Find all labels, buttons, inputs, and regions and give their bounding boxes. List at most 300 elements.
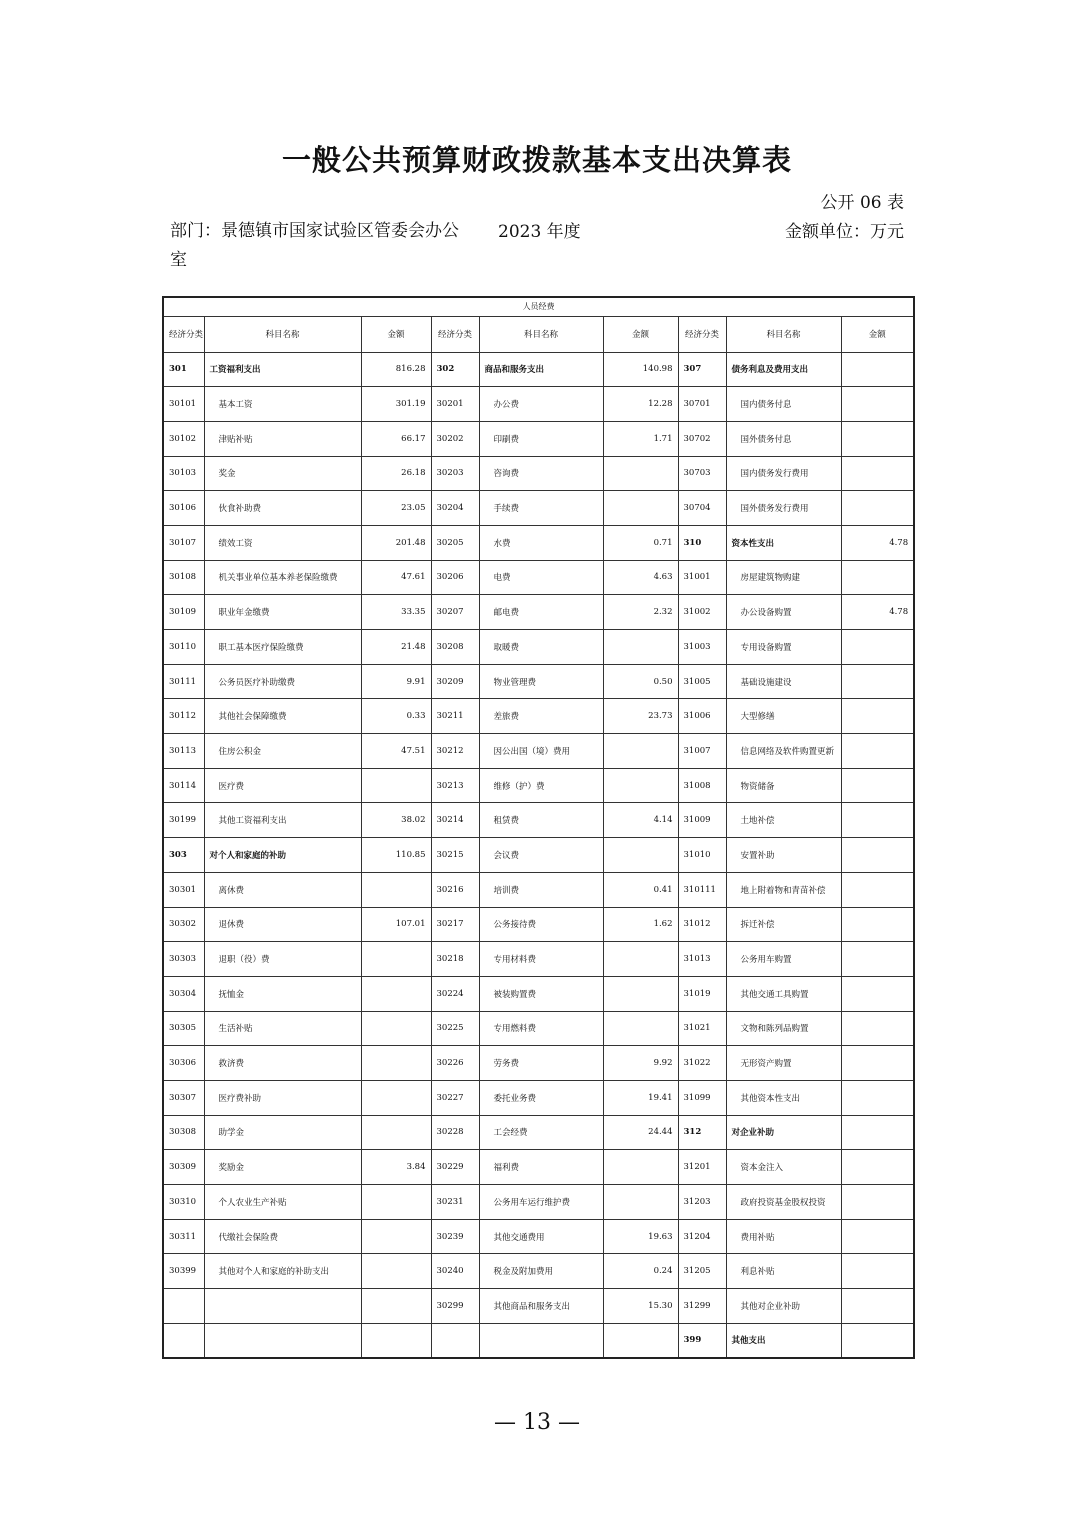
economic-code-cell: 30704	[678, 491, 726, 526]
amount-cell: 4.14	[603, 803, 678, 838]
item-name-cell: 助学金	[204, 1115, 361, 1150]
economic-code-cell: 307	[678, 352, 726, 387]
item-name-cell: 其他工资福利支出	[204, 803, 361, 838]
table-row	[163, 664, 914, 699]
item-name-cell: 因公出国（境）费用	[479, 734, 603, 769]
item-name-cell: 信息网络及软件购置更新	[726, 734, 841, 769]
economic-code-cell: 30229	[431, 1150, 479, 1185]
item-name-cell: 商品和服务支出	[479, 352, 603, 387]
amount-cell	[841, 699, 914, 734]
item-name-cell: 水费	[479, 525, 603, 560]
economic-code-cell: 30305	[163, 1011, 204, 1046]
amount-cell	[841, 491, 914, 526]
amount-cell	[361, 1115, 431, 1150]
amount-cell	[841, 734, 914, 769]
item-name-cell: 基础设施建设	[726, 664, 841, 699]
economic-code-cell: 30214	[431, 803, 479, 838]
table-row	[163, 525, 914, 560]
economic-code-cell	[163, 1289, 204, 1324]
economic-code-cell: 31009	[678, 803, 726, 838]
economic-code-cell: 30113	[163, 734, 204, 769]
item-name-cell: 政府投资基金股权投资	[726, 1185, 841, 1220]
item-name-cell: 无形资产购置	[726, 1046, 841, 1081]
economic-code-cell: 30111	[163, 664, 204, 699]
item-name-cell: 奖金	[204, 456, 361, 491]
item-name-cell: 资本性支出	[726, 525, 841, 560]
amount-cell: 301.19	[361, 387, 431, 422]
item-name-cell: 地上附着物和青苗补偿	[726, 872, 841, 907]
amount-cell: 47.51	[361, 734, 431, 769]
economic-code-cell: 30213	[431, 768, 479, 803]
table-row	[163, 1323, 914, 1358]
amount-cell	[841, 872, 914, 907]
economic-code-cell: 30703	[678, 456, 726, 491]
amount-cell	[361, 1011, 431, 1046]
column-header: 经济分类	[163, 316, 204, 352]
amount-cell: 1.62	[603, 907, 678, 942]
item-name-cell: 机关事业单位基本养老保险缴费	[204, 560, 361, 595]
column-header: 经济分类	[678, 316, 726, 352]
amount-cell: 816.28	[361, 352, 431, 387]
item-name-cell: 工会经费	[479, 1115, 603, 1150]
amount-cell	[361, 872, 431, 907]
item-name-cell: 奖励金	[204, 1150, 361, 1185]
amount-cell: 47.61	[361, 560, 431, 595]
amount-cell: 26.18	[361, 456, 431, 491]
fiscal-year: 2023 年度	[498, 222, 581, 242]
table-row	[163, 1046, 914, 1081]
table-row	[163, 768, 914, 803]
item-name-cell: 退职（役）费	[204, 942, 361, 977]
department-label: 部门：景德镇市国家试验区管委会办公室	[170, 221, 459, 270]
item-name-cell: 公务用车运行维护费	[479, 1185, 603, 1220]
economic-code-cell: 31002	[678, 595, 726, 630]
item-name-cell: 国外债务发行费用	[726, 491, 841, 526]
table-top-header: 人员经费	[163, 297, 914, 316]
item-name-cell: 离休费	[204, 872, 361, 907]
amount-cell	[841, 1080, 914, 1115]
item-name-cell: 电费	[479, 560, 603, 595]
economic-code-cell: 301	[163, 352, 204, 387]
amount-cell: 33.35	[361, 595, 431, 630]
item-name-cell: 其他资本性支出	[726, 1080, 841, 1115]
economic-code-cell: 31022	[678, 1046, 726, 1081]
amount-cell: 107.01	[361, 907, 431, 942]
table-row	[163, 1289, 914, 1324]
item-name-cell: 公务接待费	[479, 907, 603, 942]
economic-code-cell: 31021	[678, 1011, 726, 1046]
amount-cell: 21.48	[361, 630, 431, 665]
amount-cell	[841, 1150, 914, 1185]
item-name-cell: 职业年金缴费	[204, 595, 361, 630]
table-row	[163, 838, 914, 873]
item-name-cell: 福利费	[479, 1150, 603, 1185]
item-name-cell: 会议费	[479, 838, 603, 873]
amount-cell	[841, 421, 914, 456]
amount-cell	[841, 1289, 914, 1324]
economic-code-cell: 30110	[163, 630, 204, 665]
table-row	[163, 595, 914, 630]
amount-cell	[841, 1254, 914, 1289]
amount-cell: 110.85	[361, 838, 431, 873]
table-row	[163, 387, 914, 422]
amount-cell: 3.84	[361, 1150, 431, 1185]
economic-code-cell: 30218	[431, 942, 479, 977]
column-header: 科目名称	[479, 316, 603, 352]
economic-code-cell: 31003	[678, 630, 726, 665]
economic-code-cell: 30226	[431, 1046, 479, 1081]
amount-cell	[841, 1046, 914, 1081]
economic-code-cell: 30205	[431, 525, 479, 560]
economic-code-cell: 30227	[431, 1080, 479, 1115]
item-name-cell: 咨询费	[479, 456, 603, 491]
economic-code-cell: 30112	[163, 699, 204, 734]
economic-code-cell: 31204	[678, 1219, 726, 1254]
economic-code-cell: 31008	[678, 768, 726, 803]
column-header: 科目名称	[726, 316, 841, 352]
table-row	[163, 456, 914, 491]
amount-cell: 23.05	[361, 491, 431, 526]
column-header: 金额	[841, 316, 914, 352]
amount-cell	[603, 976, 678, 1011]
economic-code-cell: 30212	[431, 734, 479, 769]
amount-cell	[603, 1011, 678, 1046]
amount-cell: 0.33	[361, 699, 431, 734]
economic-code-cell: 30301	[163, 872, 204, 907]
economic-code-cell: 30215	[431, 838, 479, 873]
economic-code-cell: 30216	[431, 872, 479, 907]
economic-code-cell: 30306	[163, 1046, 204, 1081]
item-name-cell: 住房公积金	[204, 734, 361, 769]
economic-code-cell	[163, 1323, 204, 1358]
column-header: 经济分类	[431, 316, 479, 352]
item-name-cell: 其他交通费用	[479, 1219, 603, 1254]
item-name-cell: 对企业补助	[726, 1115, 841, 1150]
item-name-cell: 伙食补助费	[204, 491, 361, 526]
item-name-cell: 邮电费	[479, 595, 603, 630]
form-number: 公开 06 表	[820, 193, 904, 213]
economic-code-cell: 30309	[163, 1150, 204, 1185]
amount-cell	[841, 630, 914, 665]
amount-cell: 201.48	[361, 525, 431, 560]
economic-code-cell: 30108	[163, 560, 204, 595]
table-row	[163, 1254, 914, 1289]
economic-code-cell: 30206	[431, 560, 479, 595]
economic-code-cell: 30114	[163, 768, 204, 803]
economic-code-cell: 30106	[163, 491, 204, 526]
economic-code-cell: 30304	[163, 976, 204, 1011]
item-name-cell: 租赁费	[479, 803, 603, 838]
table-row	[163, 630, 914, 665]
amount-cell	[841, 803, 914, 838]
table-row	[163, 1011, 914, 1046]
table-row	[163, 872, 914, 907]
amount-cell	[361, 1080, 431, 1115]
economic-code-cell: 399	[678, 1323, 726, 1358]
amount-cell	[841, 387, 914, 422]
economic-code-cell: 30303	[163, 942, 204, 977]
economic-code-cell: 31019	[678, 976, 726, 1011]
item-name-cell: 专用燃料费	[479, 1011, 603, 1046]
item-name-cell: 拆迁补偿	[726, 907, 841, 942]
amount-cell: 4.78	[841, 595, 914, 630]
item-name-cell: 培训费	[479, 872, 603, 907]
item-name-cell: 职工基本医疗保险缴费	[204, 630, 361, 665]
amount-unit: 金额单位：万元	[785, 222, 904, 242]
economic-code-cell: 30225	[431, 1011, 479, 1046]
item-name-cell	[479, 1323, 603, 1358]
economic-code-cell: 31099	[678, 1080, 726, 1115]
amount-cell: 19.41	[603, 1080, 678, 1115]
amount-cell	[603, 734, 678, 769]
table-row	[163, 699, 914, 734]
item-name-cell: 文物和陈列品购置	[726, 1011, 841, 1046]
item-name-cell: 其他商品和服务支出	[479, 1289, 603, 1324]
amount-cell: 9.91	[361, 664, 431, 699]
amount-cell: 24.44	[603, 1115, 678, 1150]
amount-cell	[603, 1323, 678, 1358]
item-name-cell: 土地补偿	[726, 803, 841, 838]
amount-cell	[841, 664, 914, 699]
item-name-cell: 救济费	[204, 1046, 361, 1081]
economic-code-cell: 30310	[163, 1185, 204, 1220]
table-row	[163, 907, 914, 942]
amount-cell	[841, 907, 914, 942]
amount-cell	[841, 1323, 914, 1358]
item-name-cell: 物业管理费	[479, 664, 603, 699]
item-name-cell: 基本工资	[204, 387, 361, 422]
economic-code-cell: 30199	[163, 803, 204, 838]
amount-cell	[361, 1219, 431, 1254]
economic-code-cell: 310111	[678, 872, 726, 907]
economic-code-cell: 31299	[678, 1289, 726, 1324]
economic-code-cell: 30307	[163, 1080, 204, 1115]
economic-code-cell: 30702	[678, 421, 726, 456]
page-number: — 13 —	[494, 1410, 580, 1435]
economic-code-cell: 30103	[163, 456, 204, 491]
item-name-cell	[204, 1323, 361, 1358]
amount-cell	[841, 1115, 914, 1150]
item-name-cell: 退休费	[204, 907, 361, 942]
item-name-cell	[204, 1289, 361, 1324]
economic-code-cell: 30217	[431, 907, 479, 942]
item-name-cell: 国外债务付息	[726, 421, 841, 456]
item-name-cell: 维修（护）费	[479, 768, 603, 803]
item-name-cell: 大型修缮	[726, 699, 841, 734]
economic-code-cell: 302	[431, 352, 479, 387]
economic-code-cell: 30701	[678, 387, 726, 422]
amount-cell: 23.73	[603, 699, 678, 734]
item-name-cell: 代缴社会保险费	[204, 1219, 361, 1254]
amount-cell	[603, 491, 678, 526]
item-name-cell: 绩效工资	[204, 525, 361, 560]
amount-cell: 9.92	[603, 1046, 678, 1081]
economic-code-cell: 30209	[431, 664, 479, 699]
amount-cell	[841, 838, 914, 873]
item-name-cell: 委托业务费	[479, 1080, 603, 1115]
table-row	[163, 1115, 914, 1150]
item-name-cell: 物资储备	[726, 768, 841, 803]
item-name-cell: 个人农业生产补贴	[204, 1185, 361, 1220]
item-name-cell: 办公费	[479, 387, 603, 422]
item-name-cell: 其他社会保障缴费	[204, 699, 361, 734]
amount-cell: 0.50	[603, 664, 678, 699]
table-row	[163, 976, 914, 1011]
economic-code-cell: 30211	[431, 699, 479, 734]
amount-cell: 2.32	[603, 595, 678, 630]
economic-code-cell: 31012	[678, 907, 726, 942]
item-name-cell: 税金及附加费用	[479, 1254, 603, 1289]
economic-code-cell: 30101	[163, 387, 204, 422]
item-name-cell: 其他交通工具购置	[726, 976, 841, 1011]
item-name-cell: 对个人和家庭的补助	[204, 838, 361, 873]
economic-code-cell: 30302	[163, 907, 204, 942]
item-name-cell: 公务员医疗补助缴费	[204, 664, 361, 699]
item-name-cell: 专用设备购置	[726, 630, 841, 665]
economic-code-cell: 30109	[163, 595, 204, 630]
amount-cell	[841, 1219, 914, 1254]
item-name-cell: 医疗费补助	[204, 1080, 361, 1115]
economic-code-cell: 31007	[678, 734, 726, 769]
economic-code-cell: 30308	[163, 1115, 204, 1150]
amount-cell	[603, 1185, 678, 1220]
item-name-cell: 医疗费	[204, 768, 361, 803]
table-row	[163, 1219, 914, 1254]
table-row	[163, 352, 914, 387]
amount-cell	[603, 942, 678, 977]
amount-cell	[603, 1150, 678, 1185]
item-name-cell: 费用补贴	[726, 1219, 841, 1254]
table-row	[163, 1080, 914, 1115]
item-name-cell: 专用材料费	[479, 942, 603, 977]
amount-cell	[361, 942, 431, 977]
amount-cell	[361, 1046, 431, 1081]
amount-cell	[361, 1323, 431, 1358]
item-name-cell: 国内债务付息	[726, 387, 841, 422]
economic-code-cell: 30228	[431, 1115, 479, 1150]
economic-code-cell: 31205	[678, 1254, 726, 1289]
table-row	[163, 734, 914, 769]
economic-code-cell: 30231	[431, 1185, 479, 1220]
table-row	[163, 560, 914, 595]
table-row	[163, 1150, 914, 1185]
column-header: 金额	[603, 316, 678, 352]
economic-code-cell: 30311	[163, 1219, 204, 1254]
item-name-cell: 利息补贴	[726, 1254, 841, 1289]
amount-cell: 140.98	[603, 352, 678, 387]
amount-cell	[841, 768, 914, 803]
amount-cell	[603, 838, 678, 873]
economic-code-cell: 30107	[163, 525, 204, 560]
item-name-cell: 津贴补贴	[204, 421, 361, 456]
amount-cell	[841, 1011, 914, 1046]
amount-cell: 1.71	[603, 421, 678, 456]
economic-code-cell: 30204	[431, 491, 479, 526]
economic-code-cell: 30201	[431, 387, 479, 422]
amount-cell: 38.02	[361, 803, 431, 838]
page-title: 一般公共预算财政拨款基本支出决算表	[281, 143, 792, 177]
amount-cell: 15.30	[603, 1289, 678, 1324]
table-row	[163, 491, 914, 526]
amount-cell: 19.63	[603, 1219, 678, 1254]
amount-cell	[841, 352, 914, 387]
column-header: 金额	[361, 316, 431, 352]
item-name-cell: 国内债务发行费用	[726, 456, 841, 491]
item-name-cell: 办公设备购置	[726, 595, 841, 630]
amount-cell	[361, 1185, 431, 1220]
economic-code-cell: 31005	[678, 664, 726, 699]
economic-code-cell: 30208	[431, 630, 479, 665]
amount-cell	[361, 1289, 431, 1324]
amount-cell	[603, 630, 678, 665]
item-name-cell: 取暖费	[479, 630, 603, 665]
amount-cell: 0.24	[603, 1254, 678, 1289]
economic-code-cell: 30239	[431, 1219, 479, 1254]
economic-code-cell	[431, 1323, 479, 1358]
amount-cell: 4.63	[603, 560, 678, 595]
table-row	[163, 421, 914, 456]
amount-cell: 66.17	[361, 421, 431, 456]
amount-cell	[841, 942, 914, 977]
amount-cell	[841, 976, 914, 1011]
amount-cell	[603, 768, 678, 803]
item-name-cell: 差旅费	[479, 699, 603, 734]
economic-code-cell: 31001	[678, 560, 726, 595]
economic-code-cell: 31201	[678, 1150, 726, 1185]
amount-cell: 0.71	[603, 525, 678, 560]
amount-cell	[841, 1185, 914, 1220]
economic-code-cell: 312	[678, 1115, 726, 1150]
item-name-cell: 手续费	[479, 491, 603, 526]
economic-code-cell: 30102	[163, 421, 204, 456]
economic-code-cell: 31013	[678, 942, 726, 977]
amount-cell: 12.28	[603, 387, 678, 422]
economic-code-cell: 31010	[678, 838, 726, 873]
economic-code-cell: 30399	[163, 1254, 204, 1289]
economic-code-cell: 30299	[431, 1289, 479, 1324]
amount-cell	[361, 768, 431, 803]
amount-cell	[361, 1254, 431, 1289]
economic-code-cell: 30207	[431, 595, 479, 630]
economic-code-cell: 31203	[678, 1185, 726, 1220]
economic-code-cell: 30224	[431, 976, 479, 1011]
item-name-cell: 债务利息及费用支出	[726, 352, 841, 387]
economic-code-cell: 30202	[431, 421, 479, 456]
economic-code-cell: 310	[678, 525, 726, 560]
economic-code-cell: 30203	[431, 456, 479, 491]
table-row	[163, 803, 914, 838]
table-row	[163, 942, 914, 977]
item-name-cell: 抚恤金	[204, 976, 361, 1011]
amount-cell: 0.41	[603, 872, 678, 907]
amount-cell	[841, 560, 914, 595]
item-name-cell: 被装购置费	[479, 976, 603, 1011]
expenditure-table	[162, 296, 915, 1359]
item-name-cell: 房屋建筑物购建	[726, 560, 841, 595]
economic-code-cell: 303	[163, 838, 204, 873]
column-header: 科目名称	[204, 316, 361, 352]
table-row	[163, 1185, 914, 1220]
economic-code-cell: 31006	[678, 699, 726, 734]
economic-code-cell: 30240	[431, 1254, 479, 1289]
amount-cell	[361, 976, 431, 1011]
amount-cell	[841, 456, 914, 491]
amount-cell	[603, 456, 678, 491]
item-name-cell: 工资福利支出	[204, 352, 361, 387]
item-name-cell: 其他对企业补助	[726, 1289, 841, 1324]
item-name-cell: 资本金注入	[726, 1150, 841, 1185]
amount-cell: 4.78	[841, 525, 914, 560]
